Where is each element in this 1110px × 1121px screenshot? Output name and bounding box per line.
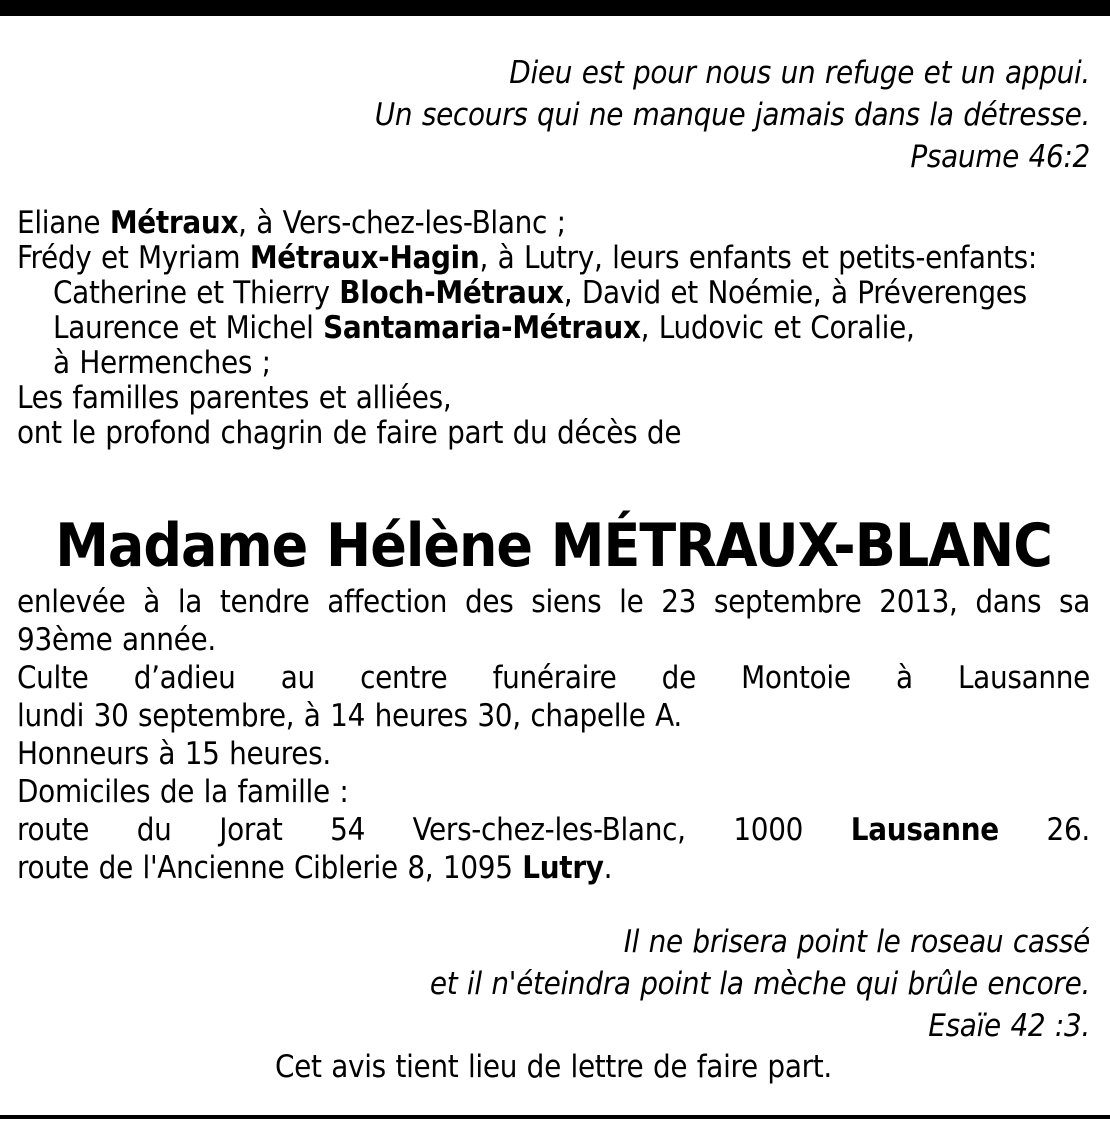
deceased-name-heading: Madame Hélène MÉTRAUX-BLANC <box>55 511 1052 581</box>
opening-epigraph <box>17 52 1090 178</box>
address-2-city: Lutry <box>522 850 604 886</box>
family-surname-4: Santamaria-Métraux <box>323 310 641 346</box>
family-line-1-prefix: Eliane <box>17 205 110 241</box>
family-line-4-prefix: Laurence et Michel <box>53 310 324 346</box>
ceremony-line-1: Culte d’adieu au centre funéraire de Montoie à Lausanne <box>17 660 1090 696</box>
family-line-1-suffix: , à Vers-chez-les-Blanc ; <box>238 205 566 241</box>
family-line-6: Les familles parentes et alliées, <box>17 380 452 416</box>
address-line-2 <box>17 849 1090 887</box>
family-line-4-suffix: , Ludovic et Coralie, <box>640 310 915 346</box>
epigraph-reference: Psaume 46:2 <box>910 139 1090 175</box>
address-1-street: route du Jorat 54 Vers-chez-les-Blanc, 1000 <box>17 812 851 848</box>
address-1-city: Lausanne <box>850 812 999 848</box>
family-line-3 <box>17 276 1090 311</box>
family-line-5: à Hermenches ; <box>53 345 271 381</box>
family-line-3-suffix: , David et Noémie, à Préverenges <box>563 275 1027 311</box>
ceremony-line-2: lundi 30 septembre, à 14 heures 30, chapelle A. <box>17 698 682 734</box>
family-surname-1: Métraux <box>109 205 239 241</box>
details-line-1: enlevée à la tendre affection des siens le 23 septembre 2013, dans sa <box>17 584 1090 620</box>
family-line-2-prefix: Frédy et Myriam <box>17 240 250 276</box>
epigraph-line-1: Dieu est pour nous un refuge et un appui. <box>509 55 1090 91</box>
closing-verse <box>17 921 1090 1047</box>
closing-reference: Esaïe 42 :3. <box>928 1008 1090 1044</box>
family-line-7: ont le profond chagrin de faire part du décès de <box>17 415 682 451</box>
family-line-3-prefix: Catherine et Thierry <box>53 275 340 311</box>
funeral-details <box>17 583 1090 887</box>
notice-statement: Cet avis tient lieu de lettre de faire part. <box>275 1049 832 1085</box>
address-2-suffix: . <box>603 850 613 886</box>
address-1-suffix: 26. <box>998 812 1090 848</box>
epigraph-line-2: Un secours qui ne manque jamais dans la détresse. <box>374 97 1090 133</box>
family-line-4 <box>17 311 1090 346</box>
family-surname-2: Métraux-Hagin <box>249 240 480 276</box>
family-line-2 <box>17 241 1090 276</box>
family-announcement <box>17 206 1090 451</box>
family-line-2-suffix: , à Lutry, leurs enfants et petits-enfants: <box>479 240 1038 276</box>
family-line-1 <box>17 206 1090 241</box>
bottom-border-rule <box>0 1115 1110 1119</box>
family-surname-3: Bloch-Métraux <box>339 275 564 311</box>
closing-line-1: Il ne brisera point le roseau cassé <box>623 924 1090 960</box>
top-border-rule <box>0 0 1110 16</box>
honours-line: Honneurs à 15 heures. <box>17 736 331 772</box>
closing-line-2: et il n'éteindra point la mèche qui brûle encore. <box>429 966 1090 1002</box>
domiciles-heading: Domiciles de la famille : <box>17 774 349 810</box>
address-2-street: route de l'Ancienne Ciblerie 8, 1095 <box>17 850 523 886</box>
obituary-notice <box>17 52 1090 1087</box>
address-line-1 <box>17 811 1090 849</box>
details-line-2: 93ème année. <box>17 622 216 658</box>
